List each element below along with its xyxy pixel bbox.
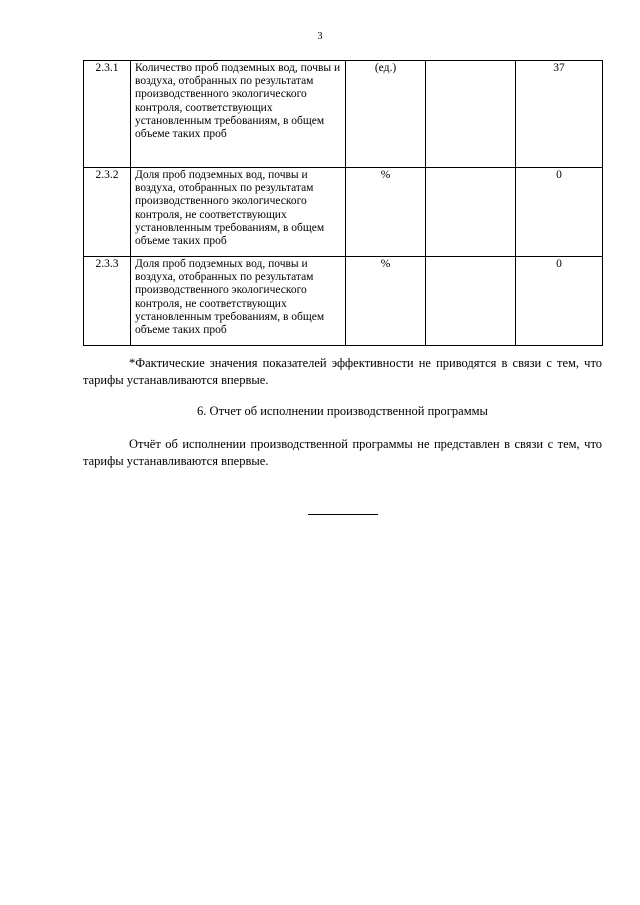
- table-row: [84, 257, 603, 346]
- unit-cell: %: [346, 257, 426, 346]
- table-row: [84, 168, 603, 257]
- planned-value-cell: [426, 168, 516, 257]
- indicator-name: Доля проб подземных вод, почвы и воздуха, отобранных по результатам производственного экологического контроля, не соответствующих установленным требованиям, в общем объеме таких проб: [131, 257, 346, 346]
- table-row: [84, 61, 603, 168]
- unit-cell: (ед.): [346, 61, 426, 168]
- indicator-name: Количество проб подземных вод, почвы и воздуха, отобранных по результатам производственного экологического контроля, соответствующих установленным требованиям, в общем объеме таких проб: [131, 61, 346, 168]
- end-separator-line: [308, 514, 378, 515]
- indicator-name: Доля проб подземных вод, почвы и воздуха, отобранных по результатам производственного экологического контроля, не соответствующих установленным требованиям, в общем объеме таких проб: [131, 168, 346, 257]
- footnote: *Фактические значения показателей эффективности не приводятся в связи с тем, что тарифы устанавливаются впервые.: [83, 356, 602, 387]
- row-number: 2.3.1: [84, 61, 131, 168]
- indicators-table: [83, 60, 603, 346]
- value-cell: 37: [516, 61, 603, 168]
- value-cell: 0: [516, 168, 603, 257]
- page-number: 3: [317, 31, 323, 42]
- report-paragraph: Отчёт об исполнении производственной программы не представлен в связи с тем, что тарифы устанавливаются впервые.: [83, 437, 602, 468]
- row-number: 2.3.3: [84, 257, 131, 346]
- planned-value-cell: [426, 61, 516, 168]
- planned-value-cell: [426, 257, 516, 346]
- value-cell: 0: [516, 257, 603, 346]
- unit-cell: %: [346, 168, 426, 257]
- section-title: 6. Отчет об исполнении производственной программы: [197, 404, 488, 418]
- row-number: 2.3.2: [84, 168, 131, 257]
